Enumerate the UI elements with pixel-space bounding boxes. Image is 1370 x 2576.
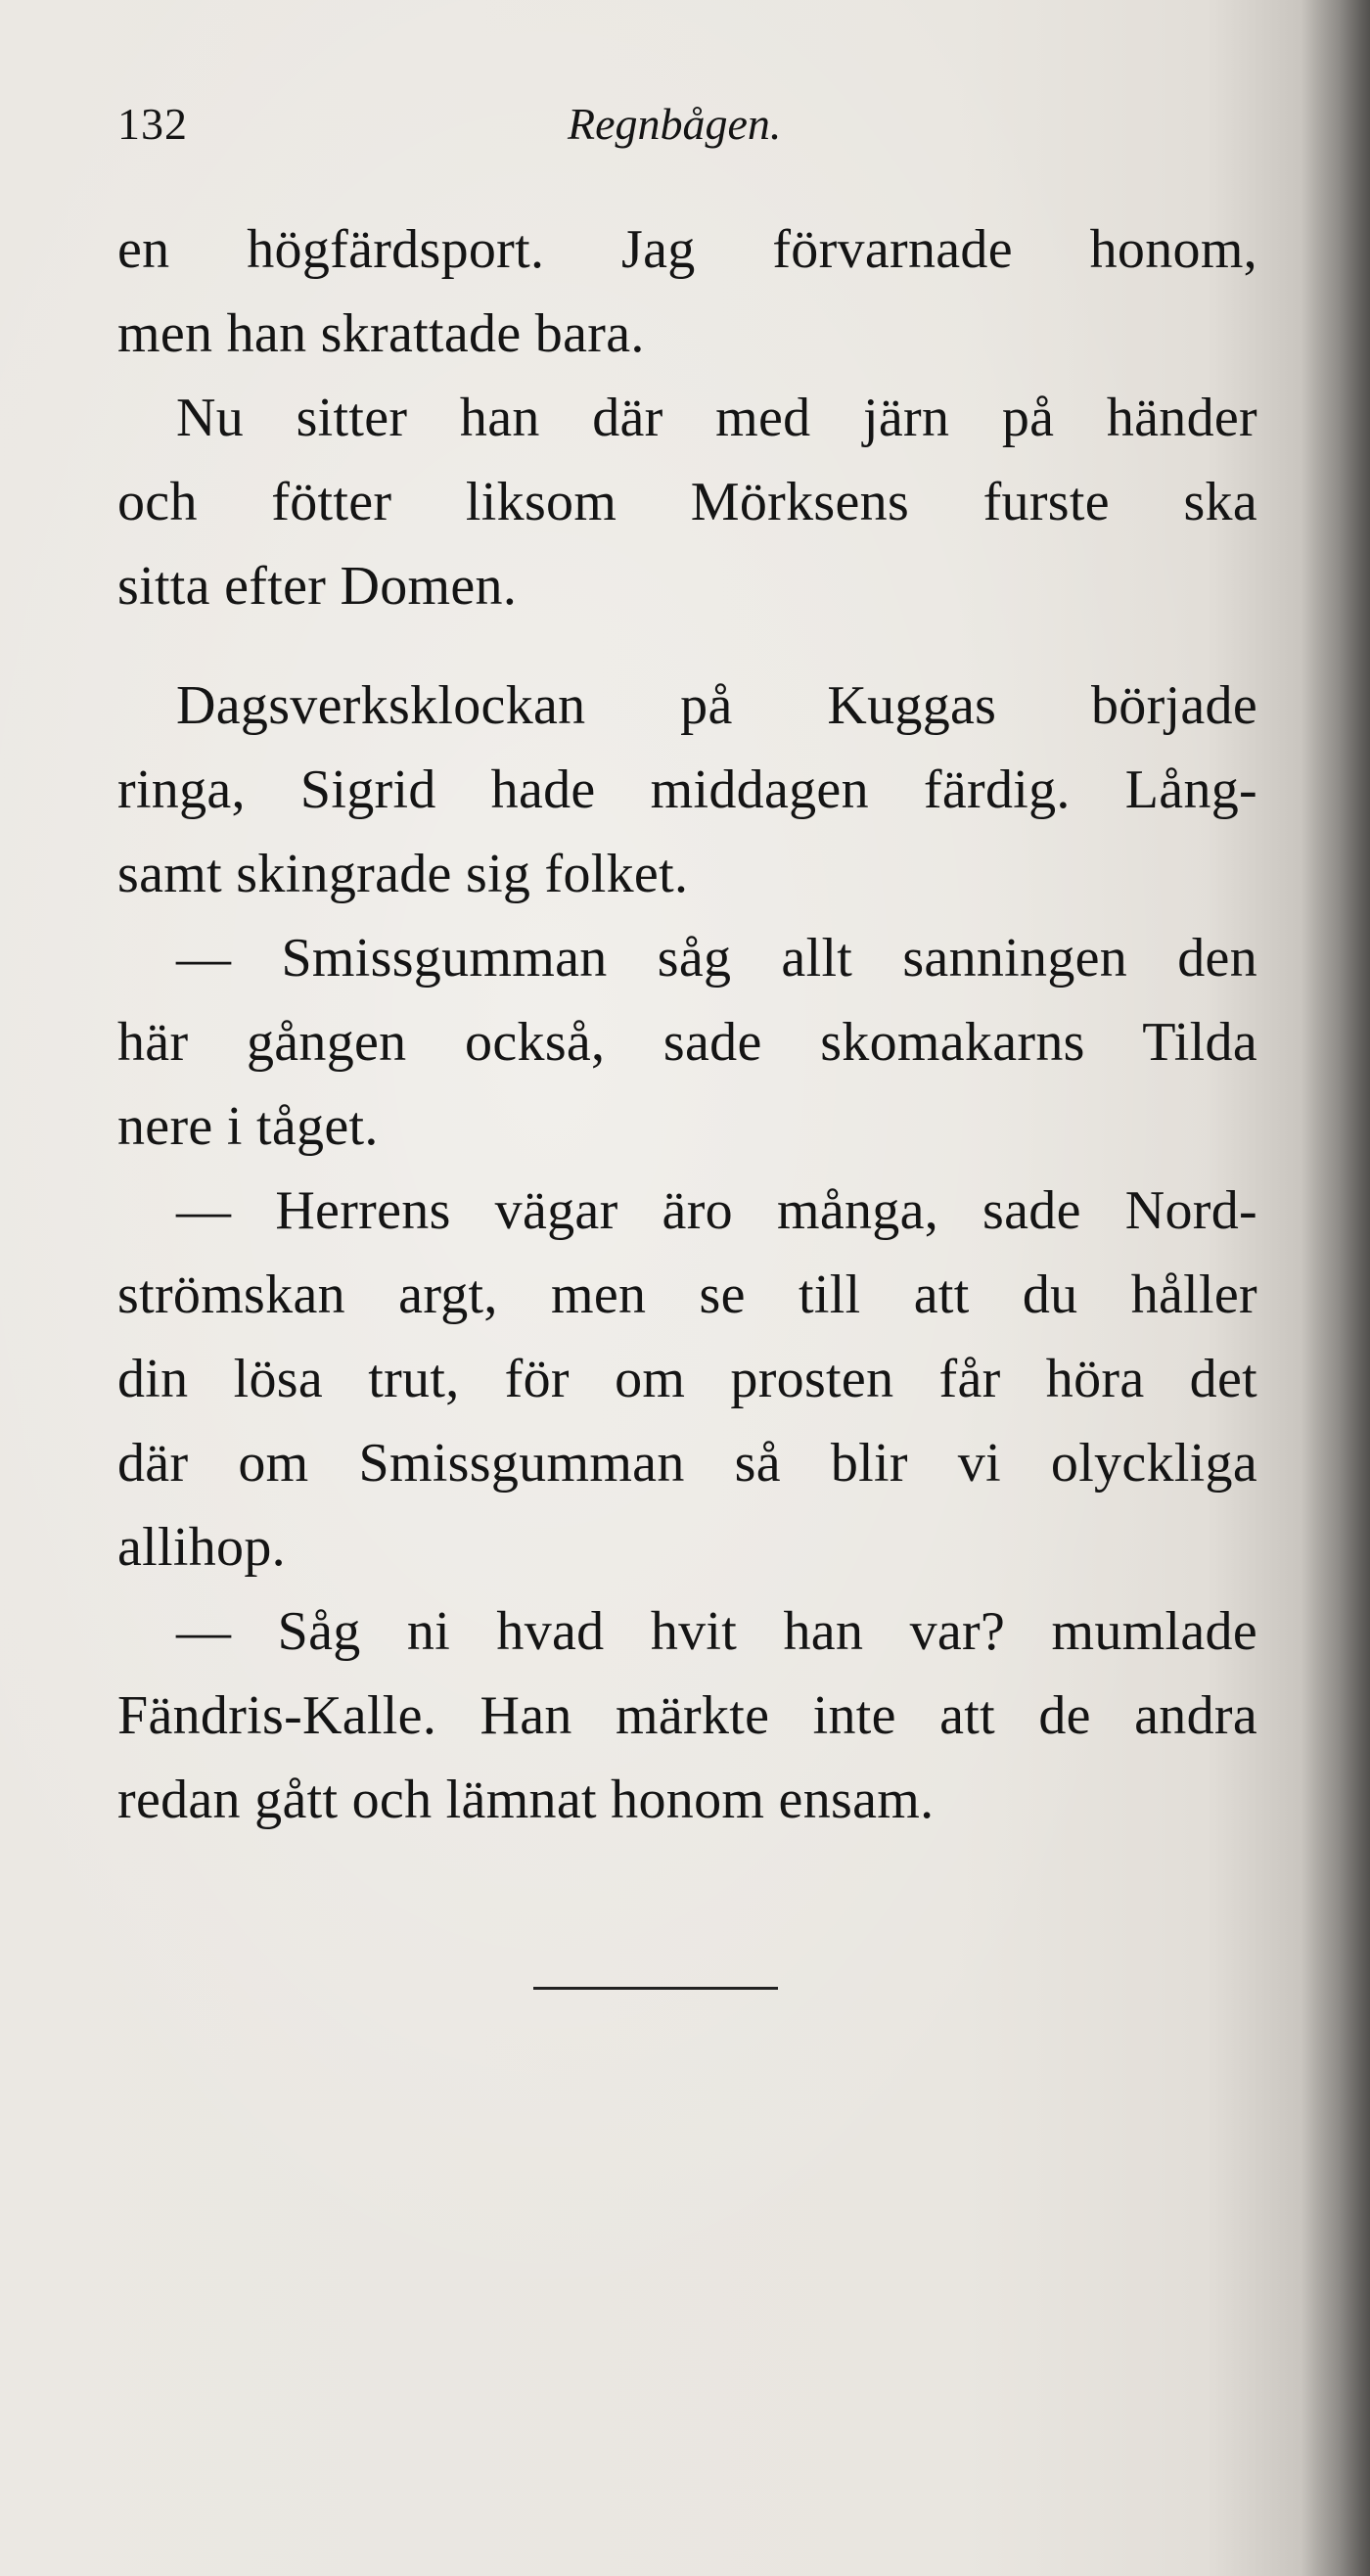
text-line: en högfärdsport. Jag förvarnade honom, bbox=[117, 219, 1257, 280]
page-header bbox=[117, 98, 1213, 166]
text-line: strömskan argt, men se till att du håller bbox=[117, 1265, 1257, 1325]
text-line: ringa, Sigrid hade middagen färdig. Lång- bbox=[117, 759, 1257, 820]
text-line: nere i tåget. bbox=[117, 1096, 379, 1157]
text-line: Dagsverksklockan på Kuggas började bbox=[176, 675, 1257, 736]
text-line: sitta efter Domen. bbox=[117, 556, 518, 617]
end-rule bbox=[533, 1987, 778, 1990]
text-line: redan gått och lämnat honom ensam. bbox=[117, 1770, 935, 1830]
text-line: — Smissgumman såg allt sanningen den bbox=[176, 928, 1257, 989]
text-line: Fändris-Kalle. Han märkte inte att de andra bbox=[117, 1685, 1257, 1746]
body-text bbox=[117, 207, 1257, 1842]
text-line: — Herrens vägar äro många, sade Nord- bbox=[176, 1180, 1257, 1241]
running-title: Regnbågen. bbox=[568, 99, 782, 149]
text-line: här gången också, sade skomakarns Tilda bbox=[117, 1012, 1257, 1073]
text-line: och fötter liksom Mörksens furste ska bbox=[117, 472, 1257, 532]
text-line: samt skingrade sig folket. bbox=[117, 844, 689, 904]
text-line: allihop. bbox=[117, 1517, 286, 1578]
gutter-shadow bbox=[1302, 0, 1370, 2576]
text-line: men han skrattade bara. bbox=[117, 303, 645, 364]
text-line: Nu sitter han där med järn på händer bbox=[176, 388, 1257, 448]
page-number: 132 bbox=[117, 99, 188, 149]
text-line: din lösa trut, för om prosten får höra det bbox=[117, 1349, 1257, 1409]
text-line: där om Smissgumman så blir vi olyckliga bbox=[117, 1433, 1257, 1494]
text-line: — Såg ni hvad hvit han var? mumlade bbox=[176, 1601, 1257, 1662]
